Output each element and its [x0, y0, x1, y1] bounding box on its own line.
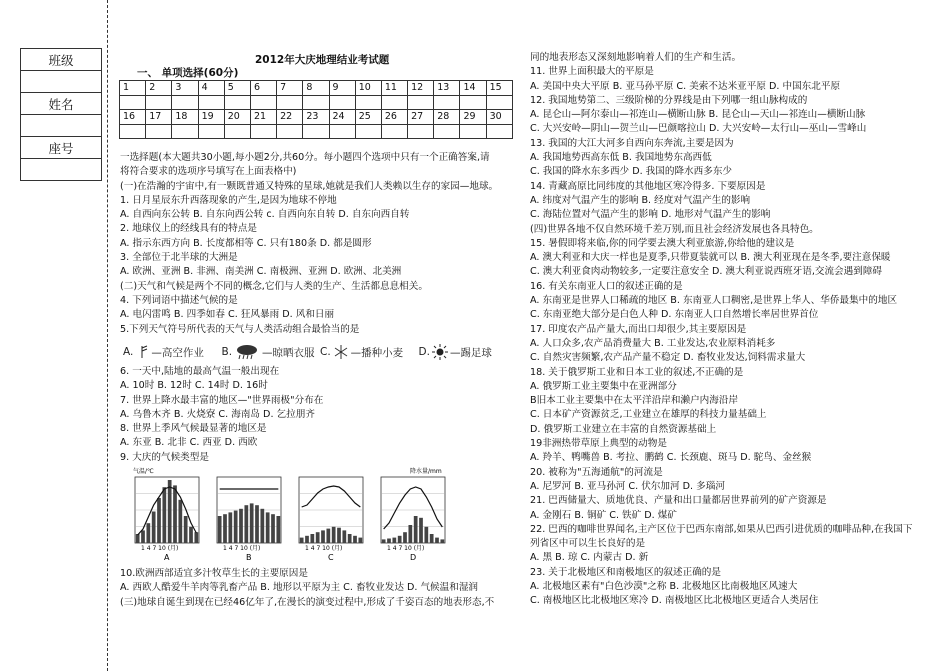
answer-blank-cell[interactable] — [224, 95, 250, 110]
question-line: C. 自然灾害频繁,农产品产量不稳定 D. 畜牧业发达,饲料需求量大 — [530, 352, 806, 364]
precip-bar — [382, 539, 386, 543]
answer-blank-cell[interactable] — [355, 124, 381, 139]
seat-field[interactable] — [21, 159, 102, 181]
question-line: 7. 世界上降水最丰富的地区—"世界雨极"分布在 — [120, 394, 324, 406]
answer-blank-cell[interactable] — [146, 95, 172, 110]
question-line: A. 羚羊、鸭嘴兽 B. 考拉、鹏鹤 C. 长颈鹿、斑马 D. 駝鸟、金丝猴 — [530, 452, 812, 464]
month-axis-label: 1 4 7 10 (月) — [387, 545, 425, 552]
precip-bar — [398, 536, 402, 543]
precip-bar — [358, 538, 362, 543]
answer-blank-cell[interactable] — [434, 95, 460, 110]
answer-number-cell: 12 — [408, 81, 434, 96]
question-line: 19非洲热带草原上典型的动物是 — [530, 438, 667, 450]
precip-bar — [255, 505, 259, 543]
weather-option-b: B. —晾晒衣服 — [221, 346, 315, 359]
question-line: A. 我国地势西高东低 B. 我国地势东高西低 — [530, 152, 712, 164]
precip-bar — [189, 527, 193, 543]
precip-bar — [435, 538, 439, 543]
answer-number-cell: 19 — [198, 110, 224, 125]
precip-bar — [440, 539, 444, 543]
answer-number-cell: 15 — [486, 81, 512, 96]
answer-blank-cell[interactable] — [486, 95, 512, 110]
wind-icon — [135, 345, 149, 359]
answer-number-cell: 5 — [224, 81, 250, 96]
answer-blank-cell[interactable] — [198, 95, 224, 110]
precip-bar — [218, 516, 222, 543]
question-line: 22. 巴西的咖啡世界闻名,主产区位于巴西东南部,如果从巴西引进优质的咖啡品种,在我国下 — [530, 523, 913, 535]
question-line: A. 自西向东公转 B. 自东向西公转 c. 自西向东自转 D. 自东向西自转 — [120, 209, 410, 221]
climate-chart-label: A — [164, 553, 170, 562]
question-line: 4. 下列词语中描述气候的是 — [120, 294, 238, 306]
answer-number-cell: 28 — [434, 110, 460, 125]
precip-bar — [228, 512, 232, 543]
snowflake-icon — [333, 344, 349, 360]
answer-number-cell: 17 — [146, 110, 172, 125]
question-line: (三)地球自诞生到现在已经46亿年了,在漫长的演变过程中,形成了千姿百态的地表形态,不 — [120, 596, 495, 608]
answer-number-cell: 16 — [120, 110, 146, 125]
question-line: C. 东南亚绝大部分是白色人种 D. 东南亚人口自然增长率居世界首位 — [530, 309, 819, 321]
question-line: A. 乌鲁木齐 B. 火烧寮 C. 海南岛 D. 乞拉朋齐 — [120, 408, 315, 420]
precip-bar — [403, 532, 407, 543]
answer-number-cell: 10 — [355, 81, 381, 96]
month-axis-label: 1 4 7 10 (月) — [305, 545, 343, 552]
question-line: (四)世界各地不仅自然环境千差万别,而且社会经济发展也各具特色。 — [530, 223, 819, 235]
question-line: A. 指示东西方向 B. 长度都相等 C. 只有180条 D. 都是圆形 — [120, 237, 372, 249]
answer-blank-cell[interactable] — [329, 95, 355, 110]
precip-bar — [321, 530, 325, 543]
question-line: A. 金刚石 B. 铜矿 C. 铁矿 D. 煤矿 — [530, 509, 677, 521]
question-line: C. 南极地区比北极地区寒冷 D. 南极地区比北极地区更适合人类居住 — [530, 595, 819, 607]
precip-bar — [223, 514, 227, 543]
month-axis-label: 1 4 7 10 (月) — [141, 545, 179, 552]
answer-blank-cell[interactable] — [146, 124, 172, 139]
precip-bar — [353, 536, 357, 543]
precip-bar — [271, 514, 275, 543]
answer-blank-cell[interactable] — [460, 95, 486, 110]
answer-number-cell: 21 — [250, 110, 276, 125]
answer-blank-cell[interactable] — [381, 124, 407, 139]
answer-blank-cell[interactable] — [329, 124, 355, 139]
question-line: 13. 我国的大江大河多自西向东奔流,主要是因为 — [530, 137, 734, 149]
month-axis-label: 1 4 7 10 (月) — [223, 545, 261, 552]
answer-number-cell: 6 — [250, 81, 276, 96]
question-line: A. 纬度对气温产生的影响 B. 经度对气温产生的影响 — [530, 194, 751, 206]
question-line: A. 昆仑山—阿尔泰山—祁连山—横断山脉 B. 昆仑山—天山—祁连山—横断山脉 — [530, 109, 866, 121]
answer-grid — [119, 80, 513, 139]
precip-bar — [244, 505, 248, 543]
precip-bar — [184, 516, 188, 543]
precip-bar — [310, 534, 314, 543]
weather-symbols-row — [123, 343, 517, 361]
precip-bar — [152, 512, 156, 544]
answer-number-cell: 30 — [486, 110, 512, 125]
question-line: A. 黑 B. 琼 C. 内蒙古 D. 新 — [530, 552, 649, 564]
answer-number-cell: 3 — [172, 81, 198, 96]
precip-bar — [392, 538, 396, 543]
climate-charts — [125, 467, 455, 563]
question-line: 17. 印度农产品产量大,而出口却很少,其主要原因是 — [530, 323, 747, 335]
question-line: 14. 青藏高原比同纬度的其他地区寒冷得多. 下要原因是 — [530, 180, 766, 192]
precip-bar — [408, 525, 412, 543]
climate-chart-label: D — [410, 553, 417, 562]
question-line: 列省区中可以生长良好的是 — [530, 538, 646, 550]
precip-bar — [424, 527, 428, 543]
answer-blank-cell[interactable] — [172, 124, 198, 139]
answer-number-cell: 24 — [329, 110, 355, 125]
answer-blank-cell[interactable] — [303, 124, 329, 139]
precip-axis-label: 降水量/mm — [410, 468, 442, 475]
question-line: C. 海陆位置对气温产生的影响 D. 地形对气温产生的影响 — [530, 209, 771, 221]
question-line: A. 尼罗河 B. 亚马孙河 C. 伏尔加河 D. 多瑙河 — [530, 480, 725, 492]
question-line: C. 大兴安岭—阴山—贺兰山—巴颜喀拉山 D. 大兴安岭—太行山—巫山—雪峰山 — [530, 123, 867, 135]
question-line: 1. 日月星辰东升西落现象的产生,是因为地球不停地 — [120, 194, 337, 206]
precip-bar — [250, 503, 254, 543]
precip-bar — [430, 534, 434, 543]
precip-bar — [141, 530, 145, 543]
question-line: A. 10时 B. 12时 C. 14时 D. 16时 — [120, 380, 268, 392]
question-line: 10.欧洲西部适宜多汁牧草生长的主要原因是 — [120, 568, 308, 579]
right-column — [530, 51, 945, 609]
precip-bar — [348, 534, 352, 543]
question-line: C. 日本矿产资源贫乏,工业建立在雄厚的科技力量基础上 — [530, 409, 767, 421]
question-line: 15. 暑假即将来临,你的同学要去澳大利亚旅游,你给他的建议是 — [530, 237, 795, 249]
precip-bar — [266, 512, 270, 543]
question-line: A. 欧洲、亚洲 B. 非洲、南美洲 C. 南极洲、亚洲 D. 欧洲、北美洲 — [120, 266, 402, 278]
weather-option-c: C. —播种小麦 — [320, 346, 404, 359]
question-line: 同的地表形态又深刻地影响着人们的生产和生活。 — [530, 52, 742, 63]
precip-bar — [173, 485, 177, 543]
answer-number-cell: 26 — [381, 110, 407, 125]
question-line: A. 西欧人酷爱牛羊肉等乳畜产品 B. 地形以平原为主 C. 畜牧业发达 D. 气候温和湿润 — [120, 582, 479, 594]
precip-bar — [305, 536, 309, 543]
question-line: 3. 全部位于北半球的大洲是 — [120, 252, 238, 264]
answer-number-cell: 7 — [277, 81, 303, 96]
precip-bar — [168, 480, 172, 543]
temp-axis-label: 气温/℃ — [133, 468, 154, 475]
question-line: 将符合要求的选项序号填写在上面表格中) — [120, 166, 297, 178]
precip-bar — [414, 516, 418, 543]
question-line: 11. 世界上面积最大的平原是 — [530, 66, 654, 78]
answer-number-cell: 20 — [224, 110, 250, 125]
precip-bar — [146, 523, 150, 543]
answer-blank-cell[interactable] — [224, 124, 250, 139]
question-line: (一)在浩瀚的宇宙中,有一颗既普通又特殊的星球,她就是我们人类赖以生存的家园—地球。 — [120, 180, 499, 192]
question-line: 20. 被称为"五海通航"的河流是 — [530, 466, 663, 478]
question-line: 5.下列天气符号所代表的天气与人类活动组合最恰当的是 — [120, 323, 360, 335]
question-line: 23. 关于北极地区和南极地区的叙述正确的是 — [530, 566, 721, 578]
precip-bar — [387, 539, 391, 544]
answer-blank-cell[interactable] — [460, 124, 486, 139]
precip-bar — [342, 530, 346, 543]
question-line: D. 俄罗斯工业建立在丰富的自然资源基础上 — [530, 423, 717, 435]
exam-title: 2012年大庆地理结业考试题 — [255, 54, 390, 66]
question-line: 一选择题(本大题共30小题,每小题2分,共60分。每小题四个选项中只有一个正确答案,请 — [120, 152, 490, 163]
question-line: A. 俄罗斯工业主要集中在亚洲部分 — [530, 380, 677, 392]
answer-blank-cell[interactable] — [120, 124, 146, 139]
answer-number-cell: 1 — [120, 81, 146, 96]
answer-number-cell: 4 — [198, 81, 224, 96]
precip-bar — [239, 509, 243, 543]
student-info-box — [20, 48, 102, 181]
answer-blank-cell[interactable] — [408, 124, 434, 139]
answer-number-cell: 2 — [146, 81, 172, 96]
left-column-c — [120, 567, 520, 610]
precip-bar — [337, 528, 341, 543]
answer-blank-cell[interactable] — [120, 95, 146, 110]
answer-number-cell: 27 — [408, 110, 434, 125]
question-line: A. 电闪雷鸣 B. 四季如春 C. 狂风暴雨 D. 风和日丽 — [120, 309, 335, 321]
answer-number-cell: 22 — [277, 110, 303, 125]
precip-bar — [178, 500, 182, 543]
question-line: 16. 有关东南亚人口的叙述正确的是 — [530, 280, 683, 292]
answer-blank-cell[interactable] — [172, 95, 198, 110]
answer-blank-cell[interactable] — [250, 124, 276, 139]
answer-blank-cell[interactable] — [381, 95, 407, 110]
weather-option-a: A. —高空作业 — [123, 346, 204, 359]
answer-number-cell: 14 — [460, 81, 486, 96]
climate-chart-label: B — [246, 553, 252, 562]
precip-bar — [162, 487, 166, 543]
question-line: C. 澳大利亚食肉动物较多,一定要注意安全 D. 澳大利亚说西班牙语,交流会遇到障碍 — [530, 266, 883, 278]
answer-blank-cell[interactable] — [434, 124, 460, 139]
left-column-b — [120, 365, 520, 465]
answer-number-cell: 18 — [172, 110, 198, 125]
question-line: A. 北极地区素有"白色沙漠"之称 B. 北极地区比南极地区风速大 — [530, 580, 798, 592]
precip-bar — [326, 529, 330, 543]
answer-number-cell: 23 — [303, 110, 329, 125]
question-line: 2. 地球仪上的经线具有的特点是 — [120, 223, 257, 235]
answer-blank-cell[interactable] — [408, 95, 434, 110]
precip-bar — [157, 498, 161, 543]
precip-bar — [260, 509, 264, 543]
question-line: A. 美国中央大平原 B. 亚马孙平原 C. 美索不达米亚平原 D. 中国东北平原 — [530, 80, 841, 92]
question-line: 21. 巴西储量大、质地优良、产量和出口量都居世界前列的矿产资源是 — [530, 495, 827, 507]
answer-number-cell: 11 — [381, 81, 407, 96]
answer-blank-cell[interactable] — [250, 95, 276, 110]
weather-option-d: D. —踢足球 — [418, 346, 492, 359]
left-column-a — [120, 151, 520, 337]
question-line: 9. 大庆的气候类型是 — [120, 451, 209, 463]
answer-number-cell: 8 — [303, 81, 329, 96]
name-field[interactable] — [21, 115, 102, 137]
answer-blank-cell[interactable] — [355, 95, 381, 110]
answer-number-cell: 9 — [329, 81, 355, 96]
class-label: 班级 — [21, 49, 102, 71]
question-line: A. 人口众多,农产品消费量大 B. 工业发达,农业原料消耗多 — [530, 337, 776, 349]
question-line: 8. 世界上季风气候最显著的地区是 — [120, 423, 267, 435]
answer-blank-cell[interactable] — [277, 124, 303, 139]
precip-bar — [194, 532, 198, 543]
question-line: B旧本工业主要集中在太平洋沿岸和濑户内海沿岸 — [530, 395, 739, 407]
precip-bar — [276, 516, 280, 543]
answer-number-cell: 29 — [460, 110, 486, 125]
class-field[interactable] — [21, 71, 102, 93]
sun-icon — [432, 344, 448, 360]
answer-blank-cell[interactable] — [303, 95, 329, 110]
question-line: A. 澳大利亚和大庆一样也是夏季,只带夏装就可以 B. 澳大利亚现在是冬季,要注意保暖 — [530, 252, 891, 264]
temperature-curve — [384, 487, 443, 529]
name-label: 姓名 — [21, 93, 102, 115]
question-line: A. 东亚 B. 北非 C. 西亚 D. 西欧 — [120, 437, 258, 449]
answer-number-cell: 25 — [355, 110, 381, 125]
precip-bar — [300, 538, 304, 543]
temperature-curve — [302, 486, 361, 507]
answer-blank-cell[interactable] — [277, 95, 303, 110]
precip-bar — [419, 518, 423, 543]
climate-chart-label: C — [328, 553, 334, 562]
answer-number-cell: 13 — [434, 81, 460, 96]
precip-bar — [136, 534, 140, 543]
seat-label: 座号 — [21, 137, 102, 159]
rain-cloud-icon — [234, 344, 260, 360]
question-line: (二)天气和气候是两个不同的概念,它们与人类的生产、生活都息息相关。 — [120, 280, 428, 292]
question-line: 12. 我国地势第二、三级阶梯的分界线是由下列哪一组山脉构成的 — [530, 94, 808, 106]
fold-line — [107, 0, 108, 671]
answer-blank-cell[interactable] — [486, 124, 512, 139]
precip-bar — [316, 532, 320, 543]
question-line: 6. 一天中,陆地的最高气温一般出现在 — [120, 366, 280, 377]
question-line: 18. 关于俄罗斯工业和日本工业的叙述,不正确的是 — [530, 366, 744, 378]
answer-blank-cell[interactable] — [198, 124, 224, 139]
question-line: C. 我国的降水东多西少 D. 我国的降水西多东少 — [530, 166, 733, 178]
question-line: A. 东南亚是世界人口稀疏的地区 B. 东南亚人口稠密,是世界上华人、华侨最集中的地区 — [530, 295, 898, 307]
precip-bar — [234, 511, 238, 543]
precip-bar — [332, 527, 336, 543]
section-heading: 一、 单项选择(60分) — [137, 67, 239, 79]
